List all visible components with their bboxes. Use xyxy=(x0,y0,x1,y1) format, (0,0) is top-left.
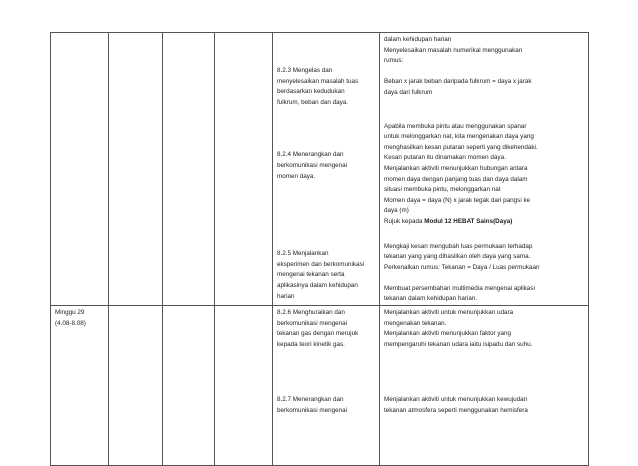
note-8-2-7 xyxy=(384,395,585,416)
week-cell xyxy=(51,306,109,466)
text-line: kepada teori kinetik gas. xyxy=(277,340,345,348)
text-line: 8.2.7 Menerangkan dan xyxy=(277,396,344,404)
text-line: Mengkaji kesan mengubah luas permukaan terhadap xyxy=(384,242,533,250)
text-line: tekanan atmosfera seperti menggunakan hemisfera xyxy=(384,407,528,415)
text-line: Apabila membuka pintu atau menggunakan spanar xyxy=(384,122,527,130)
text-line: Menyelesaikan masalah numerikal menggunakan xyxy=(384,46,523,54)
blank-line xyxy=(384,273,585,284)
week-dates: (4.08-8.08) xyxy=(55,319,86,327)
text-line: momen daya dengan panjang tuas dan daya dalam xyxy=(384,175,528,183)
notes-cell xyxy=(380,33,589,306)
text-line: mengenakan tekanan. xyxy=(384,319,447,327)
notes-cell xyxy=(380,306,589,466)
standard-8-2-5 xyxy=(277,249,376,302)
text-line: Menjalankan aktiviti menunjukkan hubungan antara xyxy=(384,164,528,172)
text-line: harian xyxy=(277,292,295,300)
empty-cell xyxy=(215,33,273,306)
text-line: 8.2.3 Mengelas dan xyxy=(277,67,333,74)
text-line: Perkenalkan rumus: Tekanan = Daya / Luas permukaan xyxy=(384,263,540,271)
rujuk-module: Modul 12 HEBAT Sains(Daya) xyxy=(424,217,513,225)
standards-cell xyxy=(273,306,380,466)
text-line: tekanan dalam kehidupan harian. xyxy=(384,295,478,303)
empty-cell xyxy=(109,306,163,466)
standards-cell xyxy=(273,33,380,306)
text-line: fulkrum, beban dan daya. xyxy=(277,98,349,106)
text-line: aplikasinya dalam kehidupan xyxy=(277,281,358,289)
text-line: Beban x jarak beban daripada fulkrum = daya x jarak xyxy=(384,78,532,86)
empty-cell xyxy=(163,33,215,306)
text-line: berkomunikasi mengenai xyxy=(277,407,348,415)
rujuk-prefix: Rujuk kepada xyxy=(384,217,425,225)
note-8-2-4 xyxy=(384,122,585,228)
blank-line xyxy=(384,67,585,78)
text-line: berkomunikasi mengenai xyxy=(277,319,348,327)
text-line: tekanan gas dengan merujuk xyxy=(277,330,359,338)
text-line: untuk melonggarkan nat, kita mengenakan daya yang xyxy=(384,133,534,141)
text-line: Menjalankan aktiviti untuk menunjukkan udara xyxy=(384,309,514,317)
text-line: 8.2.5 Menjalankan xyxy=(277,250,329,258)
standard-8-2-3 xyxy=(277,66,376,108)
text-line: daya (m) xyxy=(384,207,409,215)
text-line: momen daya. xyxy=(277,172,316,180)
table-row xyxy=(51,33,589,306)
text-line: Momen daya = daya (N) x jarak tegak dari pangsi ke xyxy=(384,196,531,204)
empty-cell xyxy=(163,306,215,466)
note-8-2-3 xyxy=(384,35,585,99)
text-line: tekanan yang yang dihasilkan oleh daya yang sama. xyxy=(384,253,531,261)
standard-8-2-7 xyxy=(277,395,376,416)
standard-8-2-6 xyxy=(277,308,376,350)
text-line: berkomunikasi mengenai xyxy=(277,161,348,169)
table-row xyxy=(51,306,589,466)
text-line: Kesan putaran itu dinamakan momen daya. xyxy=(384,154,506,162)
empty-cell xyxy=(215,306,273,466)
text-line: 8.2.4 Menerangkan dan xyxy=(277,151,344,159)
text-line: Menjalankan aktiviti untuk menunjukkan kewujudan xyxy=(384,396,528,404)
text-line: eksperimen dan berkomunikasi xyxy=(277,260,365,268)
text-line: rumus: xyxy=(384,57,404,65)
standard-8-2-4 xyxy=(277,150,376,182)
note-8-2-5 xyxy=(384,242,585,306)
empty-cell xyxy=(109,33,163,306)
week-cell xyxy=(51,33,109,306)
text-line: menghasilkan kesan putaran seperti yang dikehendaki. xyxy=(384,143,538,151)
note-8-2-6 xyxy=(384,308,585,350)
text-line: dalam kehidupan harian xyxy=(384,36,452,43)
text-line: menyelesaikan masalah tuas xyxy=(277,77,359,85)
text-line: Menjalankan aktiviti menunjukkan faktor yang xyxy=(384,330,512,338)
text-line: situasi membuka pintu, melonggarkan nat xyxy=(384,186,501,194)
text-line: daya dari fulkrum xyxy=(384,88,433,96)
lesson-plan-table xyxy=(50,32,589,466)
rujuk-line xyxy=(384,217,585,228)
text-line: mempengaruhi tekanan udara iaitu isipadu dan suhu. xyxy=(384,340,533,348)
text-line: mengenai tekanan serta xyxy=(277,271,345,279)
week-label: Minggu 29 xyxy=(55,309,85,317)
text-line: 8.2.6 Menghuraikan dan xyxy=(277,309,345,317)
text-line: Membuat persembahan multimedia mengenai aplikasi xyxy=(384,284,535,292)
text-line: berdasarkan kedudukan xyxy=(277,88,345,96)
